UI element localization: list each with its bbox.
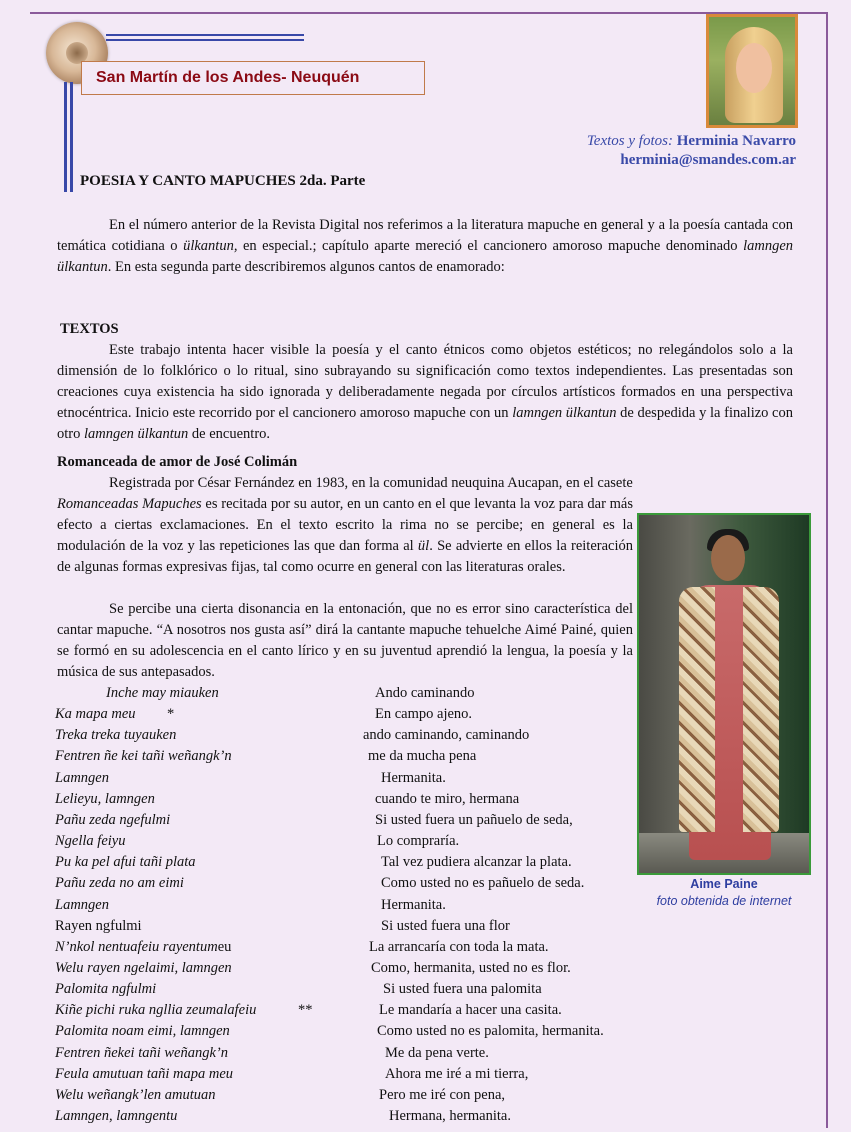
author-photo <box>706 14 798 128</box>
poem-original: Fentren ñe kei tañi weñangk’n <box>55 748 232 765</box>
poem-original: Lelieyu, lamngen <box>55 790 155 807</box>
photo-caption <box>637 876 811 910</box>
poem-translation: Si usted fuera una palomita <box>383 981 542 998</box>
header-rule-top <box>106 34 304 36</box>
poem-line <box>55 1085 655 1106</box>
poem-line <box>55 831 655 852</box>
poem-line <box>55 937 655 958</box>
poem-translation: Si usted fuera una flor <box>381 917 510 934</box>
poem-line <box>55 1021 655 1042</box>
intro-paragraph: En el número anterior de la Revista Digital nos referimos a la literatura mapuche en general y a la poesía cantada con temática cotidiana o ülkantun, en especial.; capítulo aparte mereció el cancionero amoroso mapuche denominado lamngen ülkantun. En esta segunda parte describiremos algunos cantos de enamorado: <box>57 217 793 275</box>
poem-line <box>55 1043 655 1064</box>
poem-original: Treka treka tuyauken <box>55 727 177 744</box>
poem-original: Palomita ngfulmi <box>55 981 157 998</box>
poem-original: Kiñe pichi ruka ngllia zeumalafeiu <box>55 1002 257 1019</box>
poem-translation: Tal vez pudiera alcanzar la plata. <box>381 854 572 871</box>
credits-label: Textos y fotos: <box>586 133 673 149</box>
caption-source: foto obtenida de internet <box>656 894 792 908</box>
credits <box>587 132 796 170</box>
romanceada-heading: Romanceada de amor de José Colimán <box>57 454 298 470</box>
poem-line <box>55 789 655 810</box>
poem-translation: ando caminando, caminando <box>363 727 530 744</box>
poem-original: Lamngen, lamngentu <box>55 1108 178 1124</box>
poem-original: Palomita noam eimi, lamngen <box>55 1023 230 1040</box>
poem-original: Lamngen <box>55 769 109 786</box>
poem-translation: Como usted no es pañuelo de seda. <box>381 875 585 892</box>
article-title: POESIA Y CANTO MAPUCHES 2da. Parte <box>80 173 366 189</box>
credits-name: Herminia Navarro <box>676 133 796 149</box>
poem-line <box>55 1064 655 1085</box>
poem-original: Feula amutuan tañi mapa meu <box>55 1065 234 1082</box>
poem-line <box>55 810 655 831</box>
poem-translation: Pero me iré con pena, <box>379 1086 506 1103</box>
poem-translation: Hermana, hermanita. <box>389 1108 511 1124</box>
location-label: San Martín de los Andes- Neuquén <box>81 61 425 95</box>
poem-original: Pu ka pel afui tañi plata <box>55 854 196 871</box>
poem-line <box>55 1106 655 1127</box>
poem-translation: Ahora me iré a mi tierra, <box>385 1065 529 1082</box>
credits-email[interactable]: herminia@smandes.com.ar <box>620 152 796 168</box>
poem-translation: Le mandaría a hacer una casita. <box>379 1002 562 1019</box>
footnote-mark: ** <box>298 1002 313 1019</box>
poem-line <box>55 873 655 894</box>
poem-translation: cuando te miro, hermana <box>375 790 520 807</box>
romanceada-first-line: Registrada por César Fernández en 1983, en la comunidad neuquina Aucapan, en el casete <box>109 475 633 491</box>
poem-line <box>55 979 655 1000</box>
poem-line <box>55 704 655 725</box>
poem-line <box>55 958 655 979</box>
footnote-mark: * <box>167 706 175 723</box>
poem-line <box>106 683 706 704</box>
poem-original: Pañu zeda ngefulmi <box>55 811 171 828</box>
poem-line <box>55 768 655 789</box>
poem-line <box>55 1000 655 1021</box>
header-rule-bottom <box>106 39 304 41</box>
poem-line <box>55 852 655 873</box>
poem-translation: Si usted fuera un pañuelo de seda, <box>375 811 573 828</box>
poem-original: Lamngen <box>55 896 109 913</box>
poem-translation: Hermanita. <box>381 769 446 786</box>
poem-line <box>55 725 655 746</box>
poem-original: Welu weñangk’len amutuan <box>55 1086 216 1103</box>
romanceada-paragraph-2: Se percibe una cierta disonancia en la entonación, que no es error sino característica del cantar mapuche. “A nosotros nos gusta así” dirá la cantante mapuche tehuelche Aimé Painé, quien se formó en su adolescencia en el canto lírico y en su juventud aprendió la lengua, la poesía y la música de sus antepasados. <box>57 601 633 680</box>
poem-original: Ka mapa meu <box>55 706 136 723</box>
header-rule-left <box>64 82 67 192</box>
poem-original: Inche may miauken <box>106 685 219 701</box>
poem-translation: Hermanita. <box>381 896 446 913</box>
poem-translation: me da mucha pena <box>368 748 477 765</box>
poem-original: Pañu zeda no am eimi <box>55 875 184 892</box>
textos-paragraph: Este trabajo intenta hacer visible la poesía y el canto étnicos como objetos estéticos; no relegándolos solo a la dimensión de lo folklórico o lo ritual, sino subrayando su significación como textos independientes. Las presentadas son creaciones cuya existencia ha sido ignorada y deliberadamente negada por círculos artísticos formados en una perspectiva etnocéntrica. Inicio este recorrido por el cancionero amoroso mapuche con un lamngen ülkantun de despedida y la finalizo con otro lamngen ülkantun de encuentro. <box>57 342 793 442</box>
poem-original: Rayen ngfulmi <box>55 917 142 934</box>
poem-original: Fentren ñekei tañi weñangk’n <box>55 1044 229 1061</box>
poem-translation: Me da pena verte. <box>385 1044 489 1061</box>
poem-original: N’nkol nentuafeiu rayentumeu <box>55 938 232 955</box>
romanceada-paragraph: Romanceadas Mapuches es recitada por su autor, en un canto en el que levanta la voz para dar más efecto a ciertas exclamaciones. En el texto escrito la rima no se percibe; en general es la modulación de la voz y las repeticiones las que dan forma al ül. Se advierte en ellos la reiteración de algunas formas expresivas fijas, tal como ocurre en general con las literaturas orales. <box>57 496 634 575</box>
poem-translation: Ando caminando <box>375 685 475 701</box>
textos-heading: TEXTOS <box>60 321 119 337</box>
poem-translation: Lo compraría. <box>377 833 460 850</box>
poem-translation: Como usted no es palomita, hermanita. <box>377 1023 604 1040</box>
poem-original: Welu rayen ngelaimi, lamngen <box>55 959 232 976</box>
header-rule-left-inner <box>70 82 73 192</box>
poem-original: Ngella feiyu <box>55 833 126 850</box>
poem-line <box>55 916 655 937</box>
poem-line <box>55 746 655 767</box>
poem-translation: Como, hermanita, usted no es flor. <box>371 959 571 976</box>
caption-name: Aime Paine <box>690 877 758 891</box>
poem-translation: En campo ajeno. <box>375 706 473 723</box>
poem-line <box>55 895 655 916</box>
poem-translation: La arrancaría con toda la mata. <box>369 938 549 955</box>
